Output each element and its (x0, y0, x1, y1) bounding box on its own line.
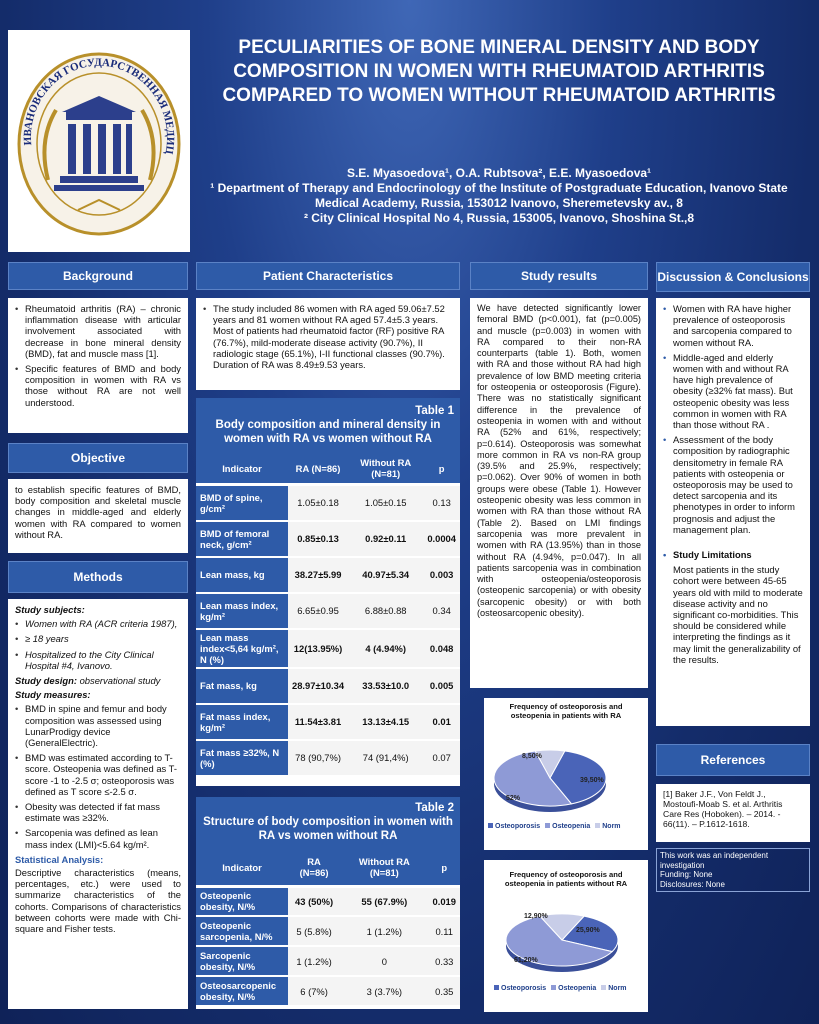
table1-cell: 0.0004 (423, 521, 460, 557)
table2-cell: 3 (3.7%) (340, 976, 428, 1006)
disclosure-box (656, 848, 810, 892)
pie1-legend (484, 823, 648, 830)
table2-header-row (196, 850, 460, 886)
table1 (196, 398, 460, 786)
table2 (196, 797, 460, 1009)
legend-label: Osteopenia (558, 985, 597, 992)
academy-logo (8, 30, 190, 252)
methods-header: Methods (8, 561, 188, 593)
legend-swatch (595, 823, 600, 828)
table2-row (196, 886, 460, 916)
reference-text: [1] Baker J.F., Von Feldt J., Mostoufi-Moab S. et al. Arthritis Care Res (Hoboken). – 2014. - 66(11). – P.1612-1618. (656, 784, 810, 842)
legend-label: Norm (608, 985, 627, 992)
stat-label: Statistical Analysis: (15, 853, 104, 865)
subject-item: • Women with RA (ACR criteria 1987), (15, 618, 181, 629)
table1-cell: 28.97±10.34 (288, 668, 348, 704)
pie-chart-non-ra (484, 860, 648, 1012)
table1-row-label: Lean mass index<5,64 kg/m², N (%) (196, 629, 288, 668)
table2-col-header: Without RA (N=81) (340, 850, 428, 886)
table1-cell: 78 (90,7%) (288, 740, 348, 776)
background-item: • Rheumatoid arthritis (RA) – chronic inflammation disease with articular involvement associated with decrease in bone mineral density (BMD), fat and muscle mass [1]. (15, 303, 181, 359)
measure-item: • Sarcopenia was defined as lean mass index (LMI)<5.64 kg/m². (15, 827, 181, 849)
table1-cell: 1.05±0.15 (348, 485, 423, 521)
legend-swatch (545, 823, 550, 828)
table1-cell: 74 (91,4%) (348, 740, 423, 776)
table1-row-label: Fat mass index, kg/m² (196, 704, 288, 740)
table2-row-label: Sarcopenic obesity, N/% (196, 946, 288, 976)
table1-row-label: BMD of femoral neck, g/cm² (196, 521, 288, 557)
pie-data-label: 12,90% (524, 913, 548, 920)
table2-row (196, 916, 460, 946)
discussion-item: • Middle-aged and elderly women with and without RA have high prevalence of obesity (≥32% fat mass). But osteopenic obesity was less common in women with RA than those without RA . (663, 352, 803, 430)
subject-item: • Hospitalized to the City Clinical Hospital #4, Ivanovo. (15, 649, 181, 671)
legend-label: Osteopenia (552, 823, 591, 830)
table1-cell: 0.07 (423, 740, 460, 776)
table1-row (196, 557, 460, 593)
legend-swatch (488, 823, 493, 828)
design-text: observational study (76, 675, 161, 687)
table1-cell: 0.005 (423, 668, 460, 704)
table1-cell: 0.85±0.13 (288, 521, 348, 557)
design-label: Study design: (15, 675, 77, 687)
legend-label: Norm (602, 823, 621, 830)
legend-swatch (551, 985, 556, 990)
table2-cell: 0.11 (429, 916, 460, 946)
table1-cell: 13.13±4.15 (348, 704, 423, 740)
table1-row (196, 485, 460, 521)
table1-cell: 12(13.95%) (288, 629, 348, 668)
subjects-label: Study subjects: (15, 604, 85, 615)
table1-row (196, 593, 460, 629)
logo-seal-icon (8, 30, 190, 252)
table2-title (196, 797, 460, 850)
legend-item (601, 985, 626, 992)
legend-item (545, 823, 590, 830)
discussion-item: • Assessment of the body composition by radiographic densitometry in female RA patients with osteopenia or osteoporosis may be used to detect sarcopenia and its phenotypes in order to inform prognosis and adjust the management plan. (663, 434, 803, 535)
table1-title (196, 398, 460, 453)
table2-cell: 0.35 (429, 976, 460, 1006)
table1-cell: 38.27±5.99 (288, 557, 348, 593)
table2-grid (196, 850, 460, 1007)
author-names: S.E. Myasoedova¹, O.A. Rubtsova², E.E. Myasoedova¹ (346, 166, 652, 180)
legend-label: Osteoporosis (495, 823, 541, 830)
table1-cell: 6.88±0.88 (348, 593, 423, 629)
discussion-header: Discussion & Conclusions (656, 262, 810, 292)
pie-data-label: 8,50% (522, 753, 542, 760)
pie-chart-ra (484, 698, 648, 850)
pie-data-label: 61,20% (514, 957, 538, 964)
table1-row (196, 668, 460, 704)
table1-row-label: Lean mass index, kg/m² (196, 593, 288, 629)
results-header: Study results (470, 262, 648, 290)
table1-row (196, 521, 460, 557)
affiliation-2: ² City Clinical Hospital No 4, Russia, 153005, Ivanovo, Shoshina St.,8 (303, 211, 695, 225)
table2-cell: 43 (50%) (288, 886, 340, 916)
pie-data-label: 39,50% (580, 777, 604, 784)
objective-header: Objective (8, 443, 188, 473)
pie1-svg (484, 720, 648, 818)
measures-label: Study measures: (15, 689, 91, 701)
results-text: We have detected significantly lower femoral BMD (p<0.001), fat (p=0.005) and muscle (p=0.003) in women with RA compared to their non-RA counterparts (table 1). Both, women with RA and those without RA had high prevalence of low BMD meeting criteria for osteopenia or osteoporosis (Figure). There was no statistically significant difference in the prevalence of osteopenia in women with and without RA (52% and 61%, respectively; p=0.614). Osteoporosis was somewhat more common in RA vs non-RA group (39.5% and 25.9%, respectively; p=0.062). Over 90% of women in both groups were obese (Table 1). However osteopenic obesity was less common in women with RA than those without RA (Table 2). Based on LMI findings sarcopenia was more prevalent in women with RA (13.95%) than in those without RA (4.94%, p=0.047). In all patients sarcopenia was in combination with osteopenia/osteoporosis (osteopenic sarcopenia) or with obesity (sarcopenic obesity) or with both (osteosarcopenic obesity). (470, 298, 648, 688)
table2-num: Table 2 (415, 802, 454, 814)
legend-item (551, 985, 596, 992)
table1-cell: 0.92±0.11 (348, 521, 423, 557)
table1-cell: 0.13 (423, 485, 460, 521)
legend-item (494, 985, 546, 992)
table2-row (196, 946, 460, 976)
table2-cell: 1 (1.2%) (288, 946, 340, 976)
table2-caption: Structure of body composition in women with RA vs women without RA (203, 816, 453, 842)
measure-item: • BMD in spine and femur and body composition was assessed using LunarProdigy device (GeneralElectric). (15, 703, 181, 748)
patients-text: • The study included 86 women with RA aged 59.06±7.52 years and 81 women without RA aged 57.4±5.3 years. Most of patients had rheumatoid factor (RF) positive RA (76.7%), mild-moderate disease activity (90.7%), II radiologic stage (65.1%), I-II functional classes (90.7%). Duration of RA was 8.49±9.53 years. (203, 303, 453, 370)
legend-item (595, 823, 620, 830)
limitations-label: • Study Limitations (663, 549, 803, 560)
table2-row-label: Osteosarcopenic obesity, N/% (196, 976, 288, 1006)
background-item: • Specific features of BMD and body composition in women with RA vs those without RA are not well understood. (15, 363, 181, 408)
funding-text: Funding: None (660, 870, 713, 879)
pie-data-label: 52% (506, 795, 521, 802)
legend-swatch (601, 985, 606, 990)
table2-cell: 0.33 (429, 946, 460, 976)
pie-data-label: 25,90% (576, 927, 600, 934)
patients-header: Patient Characteristics (196, 262, 460, 290)
table1-row-label: Fat mass ≥32%, N (%) (196, 740, 288, 776)
table1-cell: 6.65±0.95 (288, 593, 348, 629)
table1-row (196, 704, 460, 740)
table1-grid (196, 453, 460, 777)
pie2-title: Frequency of osteoporosis and osteopenia in patients without RA (504, 870, 628, 888)
table2-cell: 0.019 (429, 886, 460, 916)
disclosures-text: Disclosures: None (660, 879, 725, 889)
poster-authors (193, 166, 805, 226)
table1-col-header: Without RA (N=81) (348, 453, 423, 485)
pie2-svg (484, 888, 648, 980)
table1-caption: Body composition and mineral density in women with RA vs women without RA (215, 419, 441, 445)
table1-cell: 11.54±3.81 (288, 704, 348, 740)
table1-col-header: p (423, 453, 460, 485)
measure-item: • Obesity was detected if fat mass estimate was ≥32%. (15, 801, 181, 823)
table1-row-label: BMD of spine, g/cm² (196, 485, 288, 521)
subject-item: • ≥ 18 years (15, 633, 181, 644)
table2-cell: 0 (340, 946, 428, 976)
poster-title: PECULIARITIES OF BONE MINERAL DENSITY AND BODY COMPOSITION IN WOMEN WITH RHEUMATOID ARTHRITIS COMPARED TO WOMEN WITHOUT RHEUMATOID ARTHRITIS (222, 37, 776, 106)
table2-cell: 1 (1.2%) (340, 916, 428, 946)
discussion-box (656, 298, 810, 726)
table1-cell: 0.003 (423, 557, 460, 593)
table2-col-header: p (429, 850, 460, 886)
background-box (8, 298, 188, 433)
table1-row (196, 740, 460, 776)
pie2-legend (484, 985, 648, 992)
table2-cell: 6 (7%) (288, 976, 340, 1006)
pie1-title: Frequency of osteoporosis and osteopenia in patients with RA (509, 702, 623, 720)
table1-cell: 0.34 (423, 593, 460, 629)
background-header: Background (8, 262, 188, 290)
table1-header-row (196, 453, 460, 485)
table1-cell: 0.048 (423, 629, 460, 668)
table1-row (196, 629, 460, 668)
legend-swatch (494, 985, 499, 990)
table2-row-label: Osteopenic obesity, N/% (196, 886, 288, 916)
table2-row-label: Osteopenic sarcopenia, N/% (196, 916, 288, 946)
table1-cell: 40.97±5.34 (348, 557, 423, 593)
table1-cell: 1.05±0.18 (288, 485, 348, 521)
affiliation-1: ¹ Department of Therapy and Endocrinology of the Institute of Postgraduate Education, Ivanovo State Medical Academy, Russia, 153012 Ivanovo, Sheremetevsky av., 8 (210, 181, 788, 210)
table1-col-header: Indicator (196, 453, 288, 485)
svg-text:ИВАНОВСКАЯ ГОСУДАРСТВЕННАЯ МЕД: ИВАНОВСКАЯ ГОСУДАРСТВЕННАЯ МЕДИЦ (21, 56, 177, 156)
references-header: References (656, 744, 810, 776)
table1-col-header: RA (N=86) (288, 453, 348, 485)
legend-item (488, 823, 540, 830)
table2-col-header: Indicator (196, 850, 288, 886)
legend-label: Osteoporosis (501, 985, 547, 992)
table1-row-label: Fat mass, kg (196, 668, 288, 704)
table1-row-label: Lean mass, kg (196, 557, 288, 593)
table2-row (196, 976, 460, 1006)
table1-cell: 0.01 (423, 704, 460, 740)
table2-col-header: RA (N=86) (288, 850, 340, 886)
objective-text: to establish specific features of BMD, body composition and skeletal muscle changes in middle-aged and elderly women with RA compared to women without RA. (8, 479, 188, 553)
table2-cell: 55 (67.9%) (340, 886, 428, 916)
table1-cell: 33.53±10.0 (348, 668, 423, 704)
methods-box (8, 599, 188, 1009)
table2-cell: 5 (5.8%) (288, 916, 340, 946)
patients-box (196, 298, 460, 390)
discussion-item: • Women with RA have higher prevalence of osteoporosis and sarcopenia compared to women without RA. (663, 303, 803, 348)
stat-text: Descriptive characteristics (means, percentages, etc.) were used to summarize characteristics of the cohorts. Comparisons of characteristics between cohorts were made with Chi-square and Fisher tests. (15, 867, 181, 935)
table1-cell: 4 (4.94%) (348, 629, 423, 668)
disclosure-text: This work was an independent investigation (660, 851, 769, 870)
limitations-text: Most patients in the study cohort were between 45-65 years old with mild to moderate disease activity and no significant co-morbidities. This should be considered while interpreting the findings as it may limit the generalizability of the results. (673, 564, 803, 665)
measure-item: • BMD was estimated according to T-score. Osteopenia was defined as T-score -1 to -2.5 σ; osteoporosis was defined as T score ≤-2.5 σ. (15, 752, 181, 797)
table1-num: Table 1 (415, 405, 454, 417)
